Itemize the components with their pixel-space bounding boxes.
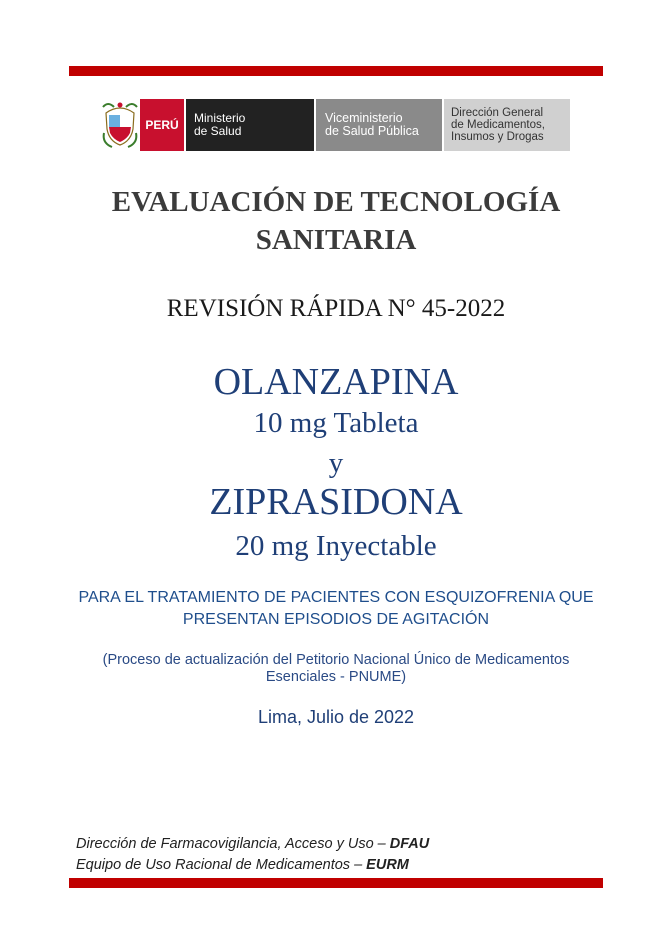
footer-line2-text: Equipo de Uso Racional de Medicamentos – bbox=[76, 857, 367, 873]
vice-line1: Viceministerio bbox=[325, 111, 403, 125]
drug-connector: y bbox=[328, 447, 344, 479]
process-line2: Esenciales - PNUME) bbox=[265, 669, 407, 685]
drug1-form: 10 mg Tableta bbox=[253, 407, 419, 439]
bottom-red-bar bbox=[69, 878, 603, 888]
direction-block bbox=[442, 99, 570, 151]
purpose-line1: PARA EL TRATAMIENTO DE PACIENTES CON ESQUIZOFRENIA QUE bbox=[78, 589, 594, 606]
direction-line1: Dirección General bbox=[451, 107, 544, 119]
ministry-line2: de Salud bbox=[194, 124, 242, 138]
drug2-form: 20 mg Inyectable bbox=[235, 530, 437, 562]
top-red-bar bbox=[69, 66, 603, 76]
direction-line3: Insumos y Drogas bbox=[451, 131, 544, 143]
footer-line2 bbox=[76, 856, 409, 874]
drug2-name: ZIPRASIDONA bbox=[209, 481, 463, 523]
direction-line2: de Medicamentos, bbox=[451, 119, 545, 131]
footer-line1 bbox=[76, 835, 429, 853]
ministry-block bbox=[184, 99, 314, 151]
peru-coat-of-arms-icon bbox=[100, 99, 140, 151]
document-date: Lima, Julio de 2022 bbox=[257, 707, 415, 727]
minsa-logo bbox=[100, 99, 570, 151]
ministry-line1: Ministerio bbox=[194, 111, 246, 125]
review-number: REVISIÓN RÁPIDA N° 45-2022 bbox=[166, 295, 506, 322]
footer-line1-text: Dirección de Farmacovigilancia, Acceso y Uso – bbox=[76, 836, 390, 852]
document-title-line1: EVALUACIÓN DE TECNOLOGÍA bbox=[111, 186, 561, 218]
vice-line2: de Salud Pública bbox=[325, 124, 419, 138]
drug1-name: OLANZAPINA bbox=[213, 361, 459, 403]
peru-label: PERÚ bbox=[145, 118, 179, 132]
footer-line2-acronym: EURM bbox=[366, 857, 409, 873]
peru-block bbox=[140, 99, 184, 151]
purpose-line2: PRESENTAN EPISODIOS DE AGITACIÓN bbox=[182, 611, 490, 628]
process-line1: (Proceso de actualización del Petitorio Nacional Único de Medicamentos bbox=[102, 652, 570, 668]
viceministry-block bbox=[314, 99, 442, 151]
footer-line1-acronym: DFAU bbox=[389, 836, 430, 852]
document-title-line2: SANITARIA bbox=[255, 224, 417, 256]
